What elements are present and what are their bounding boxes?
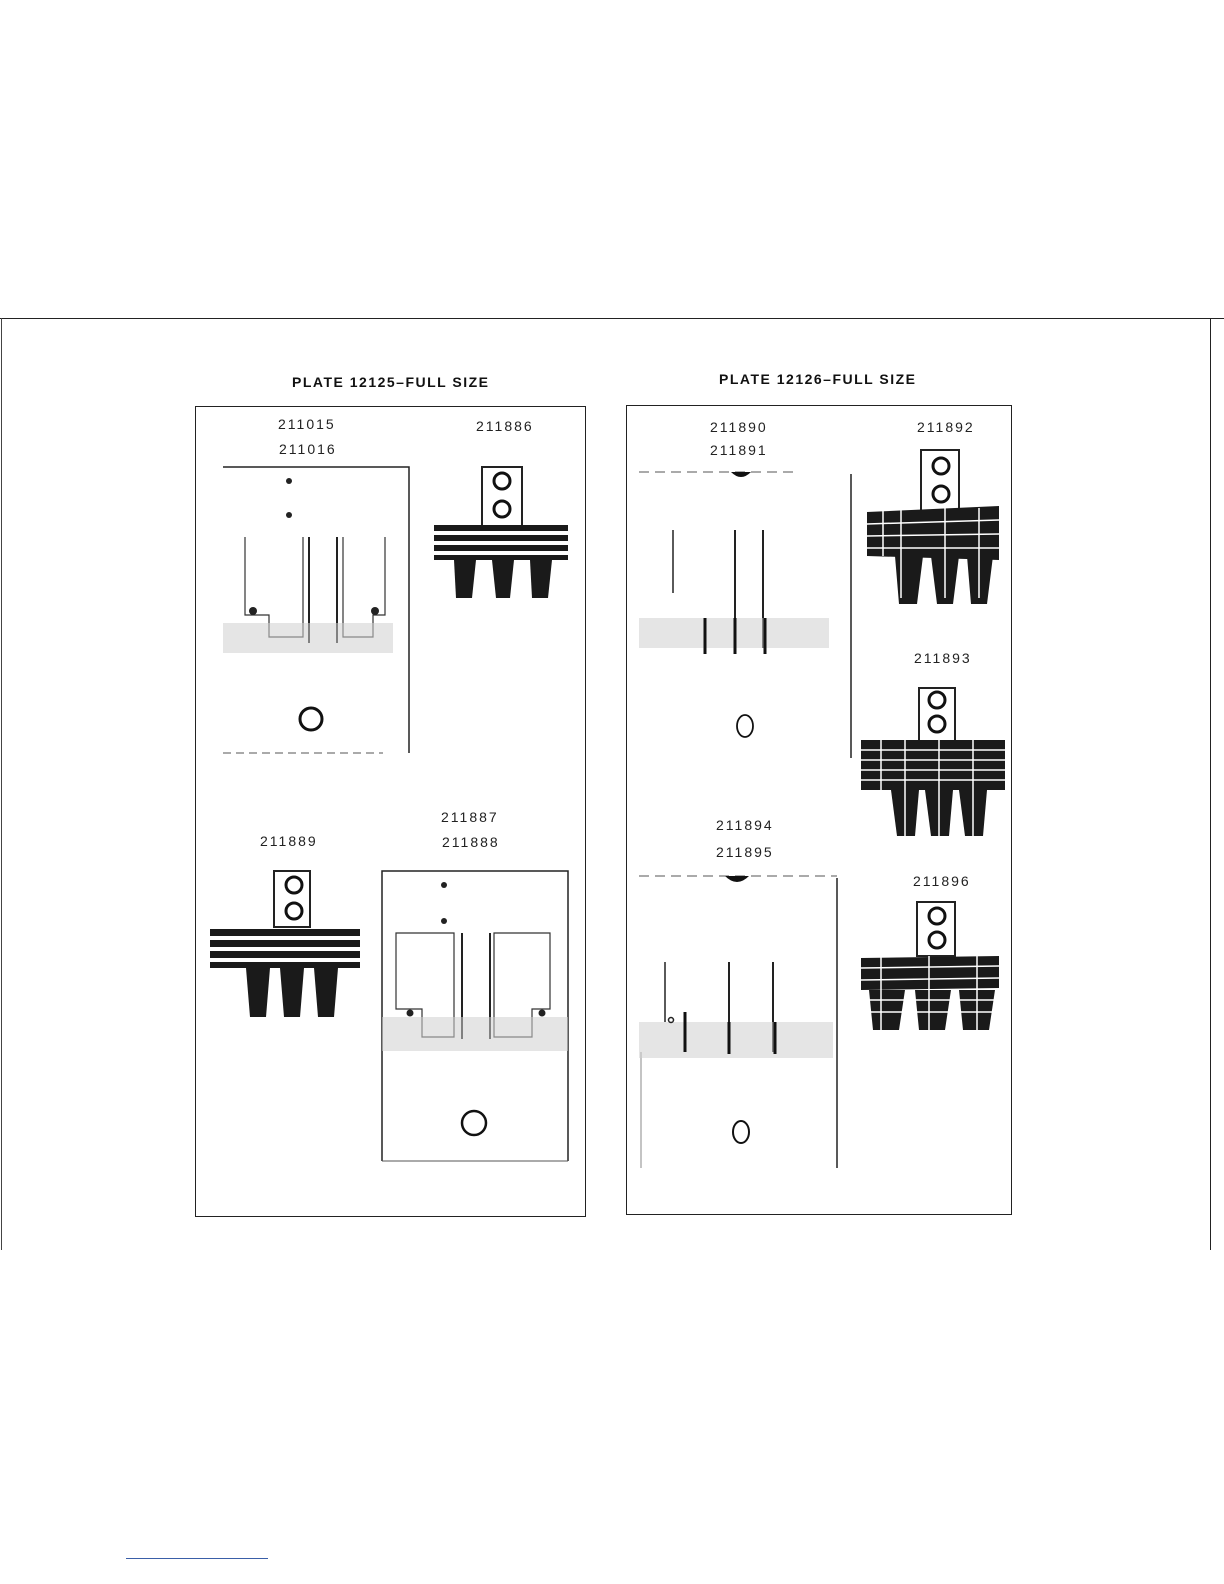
plate-12125-title: PLATE 12125–FULL SIZE	[292, 374, 490, 390]
part-number: 211893	[914, 650, 972, 666]
feed-dog-illustration	[210, 869, 360, 1019]
feed-dog-illustration	[865, 448, 1005, 608]
part-number: 211894	[716, 817, 774, 833]
part-number: 211896	[913, 873, 971, 889]
throat-plate-illustration	[382, 869, 572, 1164]
throat-plate-illustration	[223, 465, 413, 755]
part-number: 211888	[442, 834, 500, 850]
part-number: 211887	[441, 809, 499, 825]
footer-rule	[126, 1558, 268, 1559]
part-number: 211015	[278, 416, 336, 432]
plate-12125-panel	[195, 406, 586, 1217]
left-rule	[1, 318, 2, 1250]
plate-12126-title: PLATE 12126–FULL SIZE	[719, 371, 917, 387]
part-number: 211895	[716, 844, 774, 860]
part-number: 211890	[710, 419, 768, 435]
part-number: 211886	[476, 418, 534, 434]
right-rule	[1210, 318, 1211, 1250]
part-number: 211889	[260, 833, 318, 849]
part-number: 211016	[279, 441, 337, 457]
part-number: 211892	[917, 419, 975, 435]
feed-dog-illustration	[859, 900, 1004, 1032]
plate-12126-panel	[626, 405, 1012, 1215]
part-number: 211891	[710, 442, 768, 458]
throat-plate-illustration	[639, 468, 854, 768]
throat-plate-illustration	[639, 872, 844, 1172]
feed-dog-illustration	[861, 686, 1006, 838]
feed-dog-illustration	[434, 465, 574, 605]
top-rule	[0, 318, 1224, 319]
